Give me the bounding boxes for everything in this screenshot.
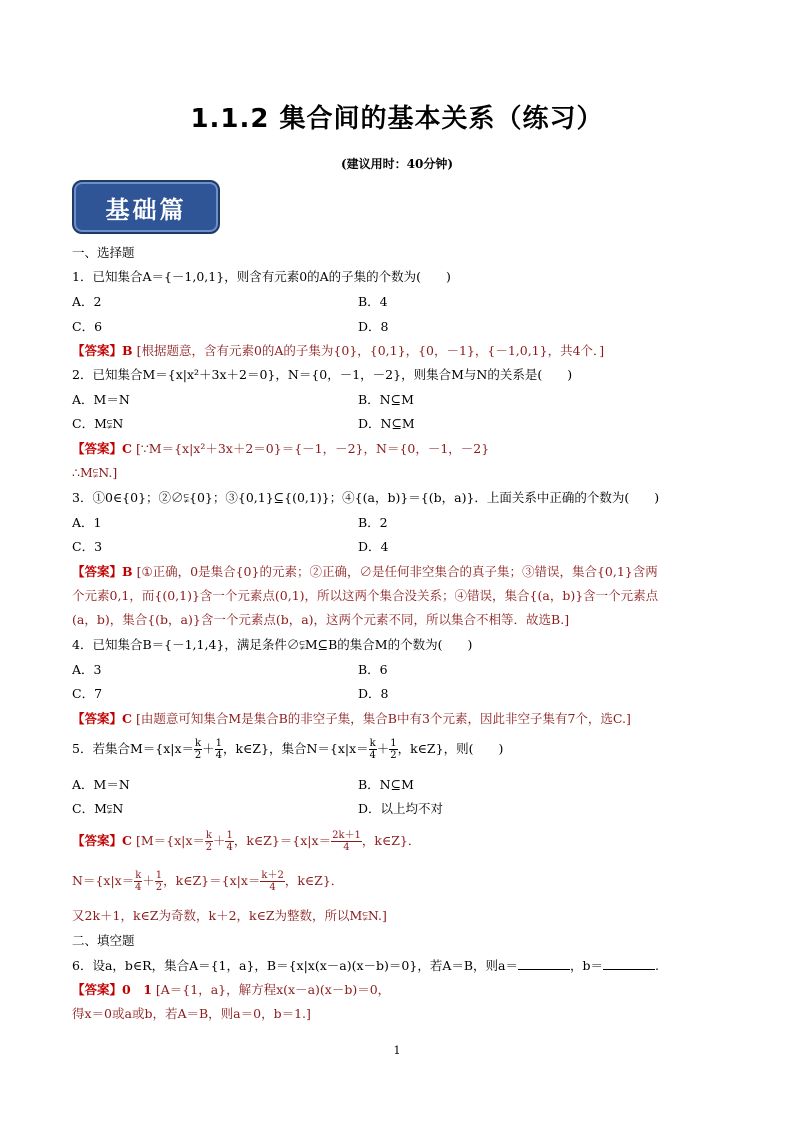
- option-c: C．6: [72, 319, 103, 334]
- option-d: D．4: [358, 539, 389, 554]
- fraction-k-over-2: $\frac{k}{2}$: [205, 830, 213, 853]
- question-5-options-row2: [72, 800, 732, 818]
- question-3-options-row2: [72, 538, 732, 556]
- suggested-time: (建议用时：40分钟): [340, 157, 454, 171]
- answer-tag: 【答案】C: [72, 833, 132, 848]
- answer-text: [∵M＝{x|x²＋3x＋2＝0}＝{－1，－2}，N＝{0，－1，－2}: [135, 441, 490, 456]
- answer-tag: 【答案】B: [72, 343, 133, 358]
- answer-text: [①正确，0是集合{0}的元素；②正确，∅是任何非空集合的真子集；③错误，集合{0,1}含两: [136, 564, 658, 579]
- question-1-options-row1: [72, 293, 732, 311]
- fraction-1-over-2: $\frac{1}{2}$: [155, 870, 163, 893]
- question-6-stem: 6．设a，b∈R，集合A＝{1，a}，B＝{x|x(x－a)(x－b)＝0}，若A＝B，则a＝ ，b＝ .: [72, 958, 659, 973]
- option-b: B．6: [358, 662, 388, 677]
- question-3-options-row1: [72, 514, 732, 532]
- fraction-2k-plus-1-over-4: $\frac{2k+1}{4}$: [332, 830, 361, 853]
- option-a: A．2: [72, 294, 102, 309]
- question-3-answer: [72, 563, 732, 581]
- question-4-answer: [72, 710, 732, 728]
- question-3-stem: 3．①0∈{0}；②∅⫋{0}；③{0,1}⊆{(0,1)}；④{(a，b)}＝{(b，a)}．上面关系中正确的个数为( ): [72, 490, 660, 505]
- answer-blank-a[interactable]: [518, 957, 570, 970]
- question-1-stem: 1．已知集合A＝{－1,0,1}，则含有元素0的A的子集的个数为( ): [72, 269, 451, 284]
- question-5-stem: 5．若集合M＝{x|x＝ $\frac{k}{2}$ ＋ $\frac{1}{4}$ ，k∈Z}，集合N＝{x|x＝ $\frac{k}{4}$ ＋ $\frac{1}{2}$ ，k∈Z}，则( ): [72, 738, 504, 761]
- fraction-k-over-4: $\frac{k}{4}$: [135, 870, 142, 893]
- question-3-answer-line3: (a，b)，集合{(b，a)}含一个元素点(b，a)，这两个元素不同，所以集合不相等．故选B.]: [72, 612, 570, 627]
- option-d: D．以上均不对: [358, 801, 444, 816]
- question-4-stem: 4．已知集合B＝{－1,1,4}，满足条件∅⫋M⊆B的集合M的个数为( ): [72, 637, 473, 652]
- answer-text: [由题意可知集合M是集合B的非空子集，集合B中有3个元素，因此非空子集有7个，选C.]: [135, 711, 631, 726]
- section-badge: 基础篇: [72, 180, 220, 234]
- question-2-options-row2: [72, 415, 732, 433]
- answer-text: [根据题意，含有元素0的A的子集为{0}，{0,1}，{0，－1}，{－1,0,1}，共4个．]: [136, 343, 605, 358]
- question-5-answer-line2: N＝{x|x＝ $\frac{k}{4}$ ＋ $\frac{1}{2}$ ，k∈Z}＝{x|x＝ $\frac{k+2}{4}$ ，k∈Z}．: [72, 870, 344, 893]
- section-heading-choice: 一、选择题: [72, 245, 135, 260]
- option-a: A．3: [72, 662, 102, 677]
- question-5-options-row1: [72, 776, 732, 794]
- question-4-options-row2: [72, 685, 732, 703]
- question-4-options-row1: [72, 661, 732, 679]
- option-d: D．8: [358, 319, 389, 334]
- fraction-k-over-2: $\frac{k}{2}$: [194, 738, 202, 761]
- question-6-answer-line2: 得x＝0或a或b，若A＝B，则a＝0，b＝1.]: [72, 1006, 311, 1021]
- option-c: C．M⫋N: [72, 416, 124, 431]
- answer-tag: 【答案】0 1: [72, 982, 152, 997]
- fraction-1-over-4: $\frac{1}{4}$: [215, 738, 222, 761]
- fraction-k-over-4: $\frac{k}{4}$: [369, 738, 376, 761]
- question-2-answer: [72, 440, 732, 458]
- question-2-stem: 2．已知集合M＝{x|x²＋3x＋2＝0}，N＝{0，－1，－2}，则集合M与N的关系是( ): [72, 367, 573, 382]
- question-6-answer: [72, 981, 732, 999]
- question-1-options-row2: [72, 318, 732, 336]
- page-title: 1.1.2 集合间的基本关系（练习）: [190, 104, 604, 134]
- answer-text: [A＝{1，a}，解方程x(x－a)(x－b)＝0，: [155, 982, 391, 997]
- question-5-answer: 【答案】C [M＝{x|x＝ $\frac{k}{2}$ ＋ $\frac{1}{4}$ ，k∈Z}＝{x|x＝ $\frac{2k+1}{4}$ ，k∈Z}．: [72, 830, 421, 853]
- page-number: 1: [393, 1044, 401, 1057]
- fraction-1-over-4: $\frac{1}{4}$: [226, 830, 233, 853]
- option-b: B．2: [358, 515, 388, 530]
- option-a: A．M＝N: [72, 777, 130, 792]
- fraction-k-plus-2-over-4: $\frac{k+2}{4}$: [261, 870, 284, 893]
- question-1-answer: [72, 342, 732, 360]
- option-c: C．M⫋N: [72, 801, 124, 816]
- answer-blank-b[interactable]: [603, 957, 655, 970]
- option-d: D．N⊆M: [358, 416, 415, 431]
- question-2-options-row1: [72, 391, 732, 409]
- option-b: B．N⊆M: [358, 777, 414, 792]
- option-d: D．8: [358, 686, 389, 701]
- option-a: A．M＝N: [72, 392, 130, 407]
- answer-tag: 【答案】B: [72, 564, 133, 579]
- option-b: B．4: [358, 294, 388, 309]
- answer-tag: 【答案】C: [72, 441, 132, 456]
- fraction-1-over-2: $\frac{1}{2}$: [390, 738, 397, 761]
- option-c: C．7: [72, 686, 103, 701]
- answer-tag: 【答案】C: [72, 711, 132, 726]
- option-c: C．3: [72, 539, 103, 554]
- question-2-answer-line2: ∴M⫋N.]: [72, 465, 118, 480]
- option-a: A．1: [72, 515, 102, 530]
- option-b: B．N⊆M: [358, 392, 414, 407]
- question-5-answer-line3: 又2k＋1，k∈Z为奇数，k＋2，k∈Z为整数，所以M⫋N.]: [72, 908, 387, 923]
- question-3-answer-line2: 个元素0,1，而{(0,1)}含一个元素点(0,1)，所以这两个集合没关系；④错误，集合{(a，b)}含一个元素点: [72, 588, 659, 603]
- section-heading-fill: 二、填空题: [72, 933, 135, 948]
